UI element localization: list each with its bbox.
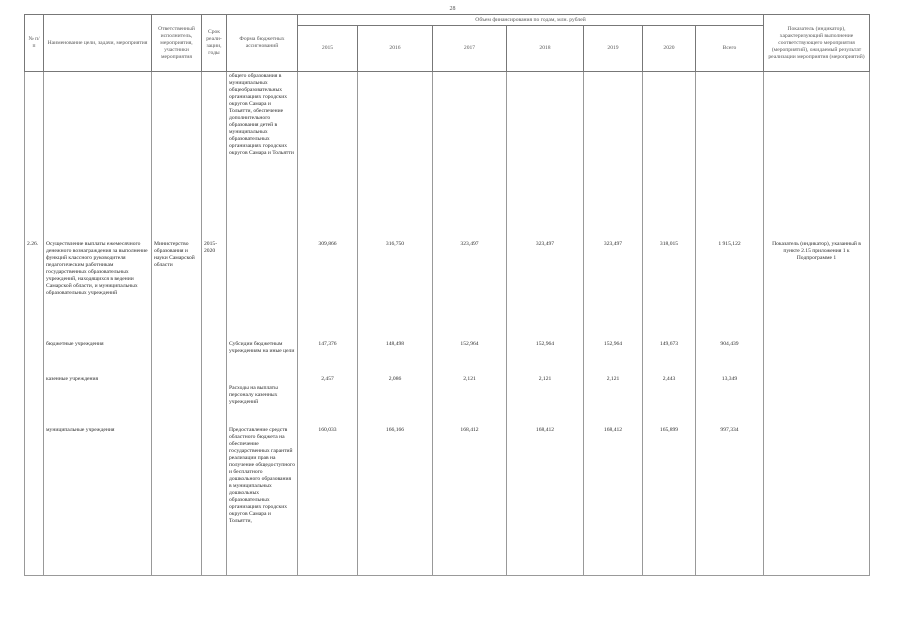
value-2019: 152,964 <box>584 340 643 375</box>
value-2017: 323,497 <box>433 240 507 340</box>
table-row <box>25 375 870 426</box>
header-no: № п/п <box>25 15 44 72</box>
value-2017: 168,412 <box>433 426 507 576</box>
row-executor: Министерство образования и науки Самарской области <box>152 240 202 340</box>
table-row <box>25 426 870 576</box>
header-total: Всего <box>696 26 764 72</box>
row-name: бюджетные учреждения <box>44 340 152 375</box>
table-row <box>25 340 870 375</box>
header-form: Форма бюджетных ассигнований <box>227 15 298 72</box>
budget-table <box>24 14 870 576</box>
value-2020: 165,899 <box>643 426 696 576</box>
header-year-2020: 2020 <box>643 26 696 72</box>
header-year-2017: 2017 <box>433 26 507 72</box>
value-2017: 152,964 <box>433 340 507 375</box>
value-2019: 168,412 <box>584 426 643 576</box>
row-form: Предоставление средств областного бюджета на обеспечение государственных гарантий реализации прав на получение общедоступного и бесплатного дошкольного образования в муниципальных дошкольных образовательных организациях городских округов Самара и Тольятти, <box>227 426 298 576</box>
row-form: Расходы на выплаты персоналу казенных учреждений <box>227 375 298 426</box>
value-total: 1 915,122 <box>696 240 764 340</box>
value-2015: 309,866 <box>298 240 358 340</box>
value-2017: 2,121 <box>433 375 507 426</box>
header-term: Срок реали-зации, годы <box>202 15 227 72</box>
value-2016: 166,166 <box>358 426 433 576</box>
value-2020: 318,015 <box>643 240 696 340</box>
value-2015: 2,457 <box>298 375 358 426</box>
value-2016: 316,750 <box>358 240 433 340</box>
value-2019: 2,121 <box>584 375 643 426</box>
value-2015: 160,033 <box>298 426 358 576</box>
row-indicator: Показатель (индикатор), указанный в пункте 2.15 приложения 1 к Подпрограмме 1 <box>764 240 870 340</box>
value-2020: 149,673 <box>643 340 696 375</box>
value-2020: 2,443 <box>643 375 696 426</box>
page-number: 28 <box>449 6 456 12</box>
header-year-2015: 2015 <box>298 26 358 72</box>
header-funding: Объем финансирования по годам, млн. рублей <box>298 15 764 26</box>
value-2016: 148,498 <box>358 340 433 375</box>
row-name: муниципальные учреждения <box>44 426 152 576</box>
table-row <box>25 72 870 240</box>
value-total: 997,334 <box>696 426 764 576</box>
header-year-2019: 2019 <box>584 26 643 72</box>
header-indicator: Показатель (индикатор), характеризующий выполнение соответствующего мероприятия (мероприятий), ожидаемый результат реализации мероприятия (мероприятий) <box>764 15 870 72</box>
continuation-form: общего образования в муниципальных общеобразовательных организациях городских округов Самара и Тольятти, обеспечение дополнительного образования детей в муниципальных образовательных организациях городских округов Самара и Тольятти <box>227 72 298 240</box>
table-row <box>25 240 870 340</box>
row-number: 2.26. <box>25 240 44 340</box>
header-name: Наименование цели, задачи, мероприятия <box>44 15 152 72</box>
value-2018: 168,412 <box>507 426 584 576</box>
header-executor: Ответственный исполнитель, мероприятия, участники мероприятия <box>152 15 202 72</box>
value-2019: 323,497 <box>584 240 643 340</box>
header-year-2016: 2016 <box>358 26 433 72</box>
row-term: 2015-2020 <box>202 240 227 340</box>
row-name: казенные учреждения <box>44 375 152 426</box>
value-2018: 2,121 <box>507 375 584 426</box>
row-name: Осуществление выплаты ежемесячного денежного вознаграждения за выполнение функций классного руководителя педагогическим работникам государственных образовательных учреждений, находящихся в ведении Самарской области, и муниципальных образовательных учреждений <box>44 240 152 340</box>
value-2018: 323,497 <box>507 240 584 340</box>
header-year-2018: 2018 <box>507 26 584 72</box>
value-2016: 2,086 <box>358 375 433 426</box>
value-2015: 147,376 <box>298 340 358 375</box>
value-total: 904,439 <box>696 340 764 375</box>
row-form: Субсидии бюджетным учреждениям на иные цели <box>227 340 298 375</box>
value-total: 13,349 <box>696 375 764 426</box>
value-2018: 152,964 <box>507 340 584 375</box>
